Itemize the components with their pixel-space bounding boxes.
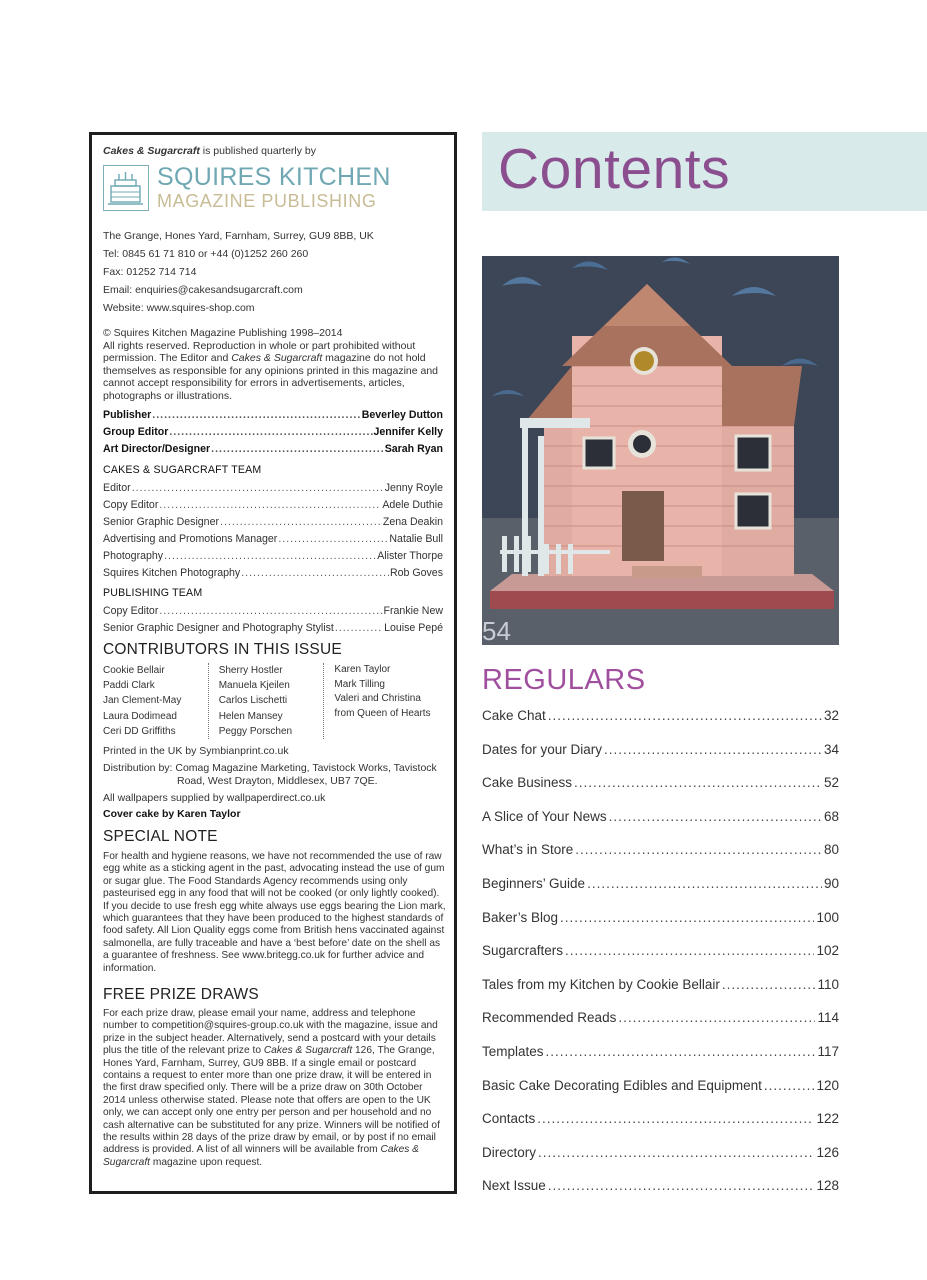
team-row: Copy Editor ..... Adele Duthie [103, 497, 443, 514]
toc-item[interactable]: Recommended Reads ..... 114 [482, 1002, 839, 1036]
pub-team-heading: PUBLISHING TEAM [103, 587, 203, 599]
team-row: Editor ..... Jenny Royle [103, 480, 443, 497]
contributors-list [103, 663, 443, 739]
page-title: Contents [498, 137, 731, 201]
printer-line: Printed in the UK by Symbianprint.co.uk [103, 745, 289, 757]
cover-credit: Cover cake by Karen Taylor [103, 808, 241, 820]
contributors-column-2: Sherry Hostler Manuela Kjeilen Carlos Lischetti Helen Mansey Peggy Porschen [208, 663, 324, 739]
toc-item[interactable]: Contacts ..... 122 [482, 1103, 839, 1137]
rights-paragraph: All rights reserved. Reproduction in whole or part prohibited without permission. The Editor and Cakes & Sugarcraft magazine do not hold themselves as responsible for any opinions printed in this magazine and cannot accept responsibility for errors in advertisements, articles, photographs or illustrations. [103, 339, 439, 402]
publication-name: Cakes & Sugarcraft [103, 145, 200, 157]
published-text: is published quarterly by [199, 145, 317, 157]
publication-name: Cakes & Sugarcraft [231, 352, 323, 364]
cake-icon [103, 165, 149, 211]
distribution-line: Distribution by: Comag Magazine Marketing, Tavistock Works, Tavistock Road, West Drayton, Middlesex, UB7 7QE. [103, 761, 437, 787]
toc-item[interactable]: Tales from my Kitchen by Cookie Bellair ..... 110 [482, 969, 839, 1003]
address-line: The Grange, Hones Yard, Farnham, Surrey, GU9 8BB, UK [103, 230, 374, 242]
toc-item[interactable]: A Slice of Your News ..... 68 [482, 801, 839, 835]
contributors-column-3: Karen Taylor Mark Tilling Valeri and Christina from Queen of Hearts [323, 663, 443, 739]
website-line: Website: www.squires-shop.com [103, 302, 255, 314]
toc-item[interactable]: Beginners’ Guide ..... 90 [482, 868, 839, 902]
team-row: Photography ..... Alister Thorpe [103, 548, 443, 565]
team-row: Squires Kitchen Photography ..... Rob Goves [103, 565, 443, 582]
email-line: Email: enquiries@cakesandsugarcraft.com [103, 284, 303, 296]
team-row: Advertising and Promotions Manager ..... Natalie Bull [103, 531, 443, 548]
contents-header-band [482, 132, 927, 211]
copyright-line: © Squires Kitchen Magazine Publishing 1998–2014 [103, 327, 343, 339]
pub-team-list [103, 603, 443, 637]
fax-line: Fax: 01252 714 714 [103, 266, 197, 278]
toc-item[interactable]: Dates for your Diary ..... 34 [482, 734, 839, 768]
toc-item[interactable]: Cake Chat ..... 32 [482, 700, 839, 734]
regulars-heading: REGULARS [482, 664, 646, 696]
staff-row-art-director: Art Director/Designer ..... Sarah Ryan [103, 441, 443, 458]
toc-item[interactable]: Directory ..... 126 [482, 1137, 839, 1171]
logo-text-secondary: MAGAZINE PUBLISHING [157, 191, 377, 211]
publisher-logo [103, 165, 443, 215]
photo-page-number: 54 [482, 616, 511, 645]
staff-row-group-editor: Group Editor ..... Jennifer Kelly [103, 424, 443, 441]
telephone-line: Tel: 0845 61 71 810 or +44 (0)1252 260 260 [103, 248, 309, 260]
printing-info [103, 745, 443, 822]
toc-item[interactable]: Cake Business ..... 52 [482, 767, 839, 801]
toc-item[interactable]: What’s in Store ..... 80 [482, 834, 839, 868]
table-of-contents [482, 700, 839, 1204]
prize-draws-text: For each prize draw, please email your name, address and telephone number to competition@squires-group.co.uk with the magazine, issue and prize in the subject header. Alternatively, send a postcard with your details plus the title of the relevant prize to Cakes & Sugarcraft 126, The Grange, Hones Yard, Farnham, Surrey, GU9 8BB. If a single email or postcard contains a request to enter more than one prize draw, it will be entered in the first draw specified only. There will be a prize draw on 30th October 2014 unless otherwise stated. Please note that offers are open to the UK only, we can accept only one entry per person and per household and no cash alternative can be substituted for any prize. Winners will be notified of the results within 28 days of the prize draw by email, or by post if no email address is provided. A list of all winners will be available from Cakes & Sugarcraft magazine upon request. [103, 1008, 440, 1168]
published-by-line [103, 145, 443, 157]
toc-item[interactable]: Baker’s Blog ..... 100 [482, 902, 839, 936]
logo-text-primary: SQUIRES KITCHEN [157, 163, 391, 191]
cs-team-heading: CAKES & SUGARCRAFT TEAM [103, 464, 262, 476]
team-row: Copy Editor ..... Frankie New [103, 603, 443, 620]
special-note-heading: SPECIAL NOTE [103, 828, 218, 845]
staff-row-publisher: Publisher ..... Beverley Dutton [103, 407, 443, 424]
toc-item[interactable]: Basic Cake Decorating Edibles and Equipment ..... 120 [482, 1070, 839, 1104]
cover-cake-photo [482, 256, 839, 645]
contact-details [103, 227, 443, 317]
imprint-box [89, 132, 457, 1194]
toc-item[interactable]: Next Issue ..... 128 [482, 1170, 839, 1204]
toc-item[interactable]: Templates ..... 117 [482, 1036, 839, 1070]
contributors-heading: CONTRIBUTORS IN THIS ISSUE [103, 641, 342, 658]
special-note-text: For health and hygiene reasons, we have not recommended the use of raw egg white as a sticking agent in the past, advocating instead the use of gum or sugar glue. The Food Standards Agency recommends using only pasteurised egg in any food that will not be cooked (or only lightly cooked). If you decide to use fresh egg white always use eggs bearing the Lion mark, which guarantees that they have been produced to the highest standards of food safety. All Lion Quality eggs come from British hens vaccinated against salmonella, are fully traceable and have a ‘best before’ date on the shell as a guarantee of freshness. See www.britegg.co.uk for further advice and information. [103, 851, 446, 974]
staff-list [103, 407, 443, 458]
copyright-notice [103, 327, 443, 402]
contributors-column-1: Cookie Bellair Paddi Clark Jan Clement-May Laura Dodimead Ceri DD Griffiths [103, 665, 182, 737]
toc-item[interactable]: Sugarcrafters ..... 102 [482, 935, 839, 969]
prize-draws-heading: FREE PRIZE DRAWS [103, 986, 259, 1003]
team-row: Senior Graphic Designer and Photography Stylist ..... Louise Pepé [103, 620, 443, 637]
cs-team-list [103, 480, 443, 582]
team-row: Senior Graphic Designer ..... Zena Deakin [103, 514, 443, 531]
wallpaper-line: All wallpapers supplied by wallpaperdirect.co.uk [103, 791, 326, 804]
